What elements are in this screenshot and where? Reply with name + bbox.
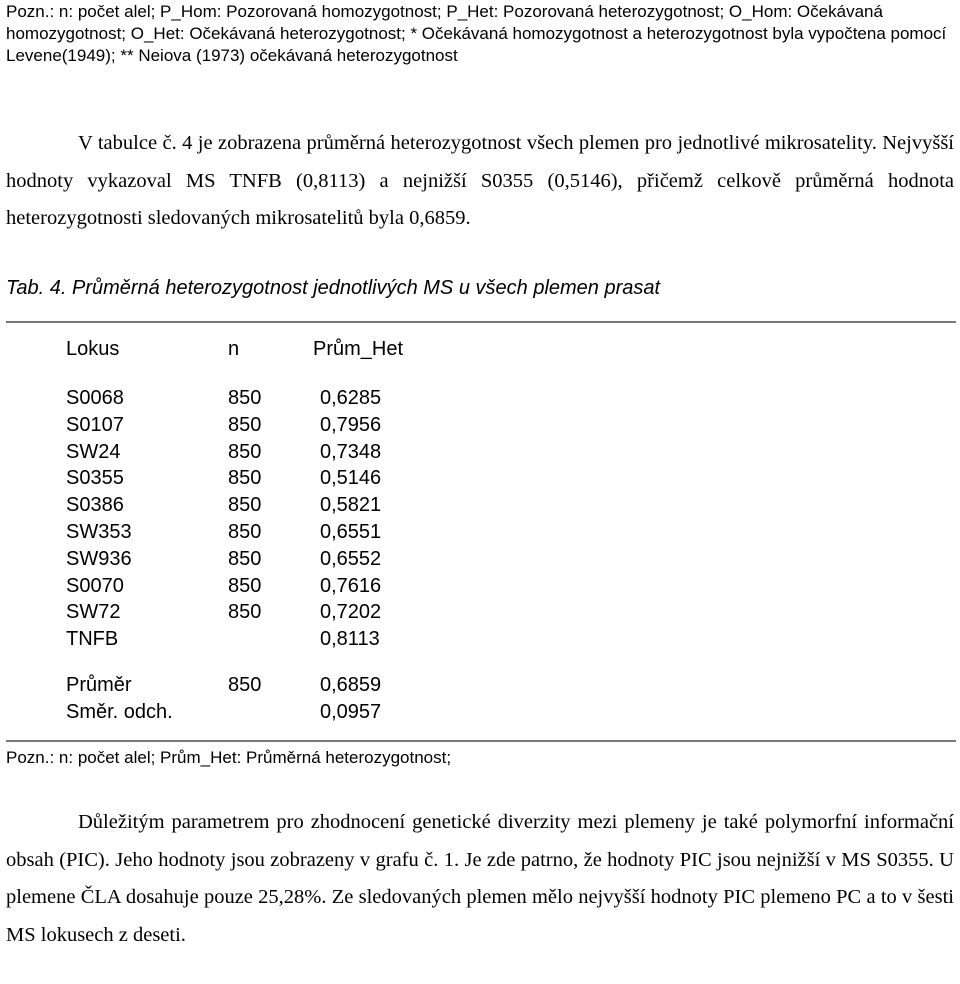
summary-value-sd: 0,0957 <box>320 701 382 723</box>
row-lokus: SW353 <box>66 521 132 543</box>
row-lokus: S0070 <box>66 574 124 597</box>
row-lokus: S0068 <box>66 387 124 409</box>
table-bottom-rule <box>6 740 956 742</box>
table-3-footnote: Pozn.: n: počet alel; P_Hom: Pozorovaná homozygotnost; P_Het: Pozorovaná heterozygotnost; O_Hom: Očekávaná homozygotnost; O_Het: Očekávaná heterozygotnost; * Očekávaná homozygotnost a heterozygotnost byla vypočtena pomocí Levene(1949); ** Neiova (1973) očekávaná heterozygotnost <box>6 2 947 65</box>
summary-label-mean: Průměr <box>66 674 132 696</box>
summary-value-mean: 0,6859 <box>320 674 382 696</box>
header-prum-het: Prům_Het <box>313 338 404 360</box>
row-n: 850 <box>228 521 262 543</box>
row-lokus: S0386 <box>66 494 124 517</box>
row-prum-het: 0,6285 <box>320 387 382 409</box>
table-caption: Tab. 4. Průměrná heterozygotnost jednotlivých MS u všech plemen prasat <box>6 277 661 299</box>
row-n: 850 <box>228 467 262 490</box>
paragraph-text: V tabulce č. 4 je zobrazena průměrná heterozygotnost všech plemen pro jednotlivé mikrosatelity. Nejvyšší hodnoty vykazoval MS TNFB (0,8113) a nejnižší S0355 (0,5146), přičemž celkově průměrná hodnota heterozygotnosti sledovaných mikrosatelitů byla 0,6859. <box>6 132 954 229</box>
paragraph-pic <box>6 804 954 954</box>
row-n: 850 <box>228 494 262 517</box>
row-prum-het: 0,5821 <box>320 494 382 517</box>
table-4-footnote: Pozn.: n: počet alel; Prům_Het: Průměrná heterozygotnost; <box>6 748 452 767</box>
row-lokus: S0107 <box>66 413 124 436</box>
row-lokus: TNFB <box>66 628 119 651</box>
paragraph-heterozygosity <box>6 125 954 238</box>
row-prum-het: 0,7616 <box>320 574 382 597</box>
row-lokus: SW72 <box>66 601 121 624</box>
header-lokus: Lokus <box>66 338 120 360</box>
row-prum-het: 0,5146 <box>320 467 382 490</box>
row-n: 850 <box>228 547 262 570</box>
row-n: 850 <box>228 413 262 436</box>
row-prum-het: 0,6552 <box>320 547 382 570</box>
row-n: 850 <box>228 601 262 624</box>
row-prum-het: 0,6551 <box>320 521 382 543</box>
table-top-rule <box>6 321 956 323</box>
paragraph-text: Důležitým parametrem pro zhodnocení genetické diverzity mezi plemeny je také polymorfní informační obsah (PIC). Jeho hodnoty jsou zobrazeny v grafu č. 1. Je zde patrno, že hodnoty PIC jsou nejnižší v MS S0355. U plemene ČLA dosahuje pouze 25,28%. Ze sledovaných plemen mělo nejvyšší hodnoty PIC plemeno PC a to v šesti MS lokusech z deseti. <box>6 811 954 946</box>
row-n: 850 <box>228 574 262 597</box>
row-lokus: SW24 <box>66 440 121 463</box>
row-prum-het: 0,7202 <box>320 601 382 624</box>
row-n: 850 <box>228 440 262 463</box>
header-n: n <box>228 338 240 360</box>
row-prum-het: 0,8113 <box>320 628 380 651</box>
row-n: 850 <box>228 387 262 409</box>
summary-label-sd: Směr. odch. <box>66 701 173 723</box>
row-lokus: SW936 <box>66 547 132 570</box>
row-prum-het: 0,7956 <box>320 413 382 436</box>
summary-n-mean: 850 <box>228 674 262 696</box>
row-lokus: S0355 <box>66 467 124 490</box>
row-prum-het: 0,7348 <box>320 440 382 463</box>
